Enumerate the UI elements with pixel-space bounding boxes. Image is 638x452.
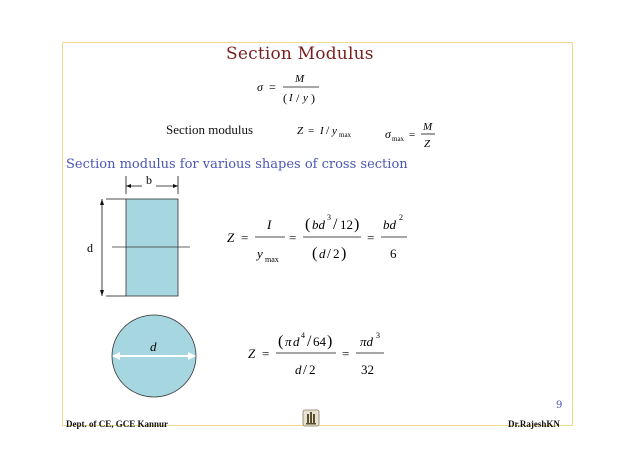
svg-text:): ) (354, 216, 360, 233)
svg-text:): ) (327, 333, 333, 350)
numerator-M: M (423, 121, 433, 133)
denominator-y: y (303, 92, 308, 104)
exponent-3: 3 (327, 213, 331, 222)
diameter-label: d (150, 339, 157, 354)
bd-term: bd (312, 217, 325, 232)
pi-d-term: πd (360, 334, 374, 349)
equals-sign: = (342, 346, 350, 361)
denominator-Z: Z (424, 138, 431, 150)
svg-text:/: / (326, 123, 330, 137)
equals-sign: = (241, 230, 249, 245)
exponent-4: 4 (301, 331, 305, 340)
svg-text:/: / (327, 247, 331, 262)
Z-symbol: Z (227, 230, 235, 245)
max-subscript: max (339, 131, 352, 139)
circle-formula (246, 328, 406, 384)
six: 6 (390, 246, 397, 261)
pi-symbol: π (285, 334, 292, 349)
denominator-I: I (289, 92, 293, 104)
svg-text:): ) (341, 245, 347, 262)
Z-symbol: Z (297, 125, 304, 137)
two: 2 (333, 246, 340, 261)
shapes-heading: Section modulus for various shapes of cross section (66, 157, 408, 172)
formula-sigma (255, 66, 325, 108)
equals-sign: = (262, 346, 270, 361)
equals-sign: = (289, 230, 297, 245)
rectangle-diagram (84, 172, 194, 300)
equals-sign: = (409, 129, 416, 141)
exponent-3: 3 (376, 331, 380, 340)
b-label: b (146, 173, 152, 187)
svg-text:(: ( (283, 91, 287, 105)
d-term: d (295, 362, 302, 377)
y-symbol: y (257, 246, 263, 261)
slide-title: Section Modulus (226, 44, 374, 64)
rectangle-section (126, 199, 178, 296)
I-symbol: I (320, 125, 324, 137)
svg-text:(: ( (305, 216, 311, 233)
section-modulus-label: Section modulus (166, 122, 254, 137)
formula-sigma-max (383, 114, 439, 154)
page-number: 9 (556, 400, 563, 411)
y-symbol: y (332, 125, 337, 137)
footer-author: Dr.RajeshKN (508, 419, 560, 429)
svg-text:/: / (296, 91, 300, 105)
sigma-symbol: σ (257, 80, 263, 94)
I-symbol: I (267, 217, 272, 232)
twelve: 12 (340, 217, 353, 232)
sixty-four: 64 (313, 334, 326, 349)
Z-symbol: Z (248, 346, 256, 361)
footer-dept: Dept. of CE, GCE Kannur (66, 419, 169, 429)
max-subscript: max (265, 255, 279, 264)
equals-sign: = (308, 125, 315, 137)
svg-text:): ) (311, 91, 315, 105)
max-subscript: max (392, 135, 405, 143)
svg-text:/: / (303, 363, 307, 378)
svg-text:/: / (333, 216, 338, 233)
d-term: d (293, 334, 300, 349)
equals-sign: = (269, 80, 276, 94)
formula-Z (295, 118, 361, 142)
svg-text:(: ( (278, 333, 284, 350)
svg-text:(: ( (312, 245, 318, 262)
exponent-2: 2 (399, 213, 403, 222)
thirty-two: 32 (361, 362, 374, 377)
rect-formula (225, 196, 425, 274)
college-emblem-icon (300, 407, 322, 429)
svg-text:/: / (307, 333, 312, 350)
circle-diagram (108, 312, 204, 398)
d-term: d (319, 246, 326, 261)
equals-sign: = (367, 230, 375, 245)
sigma-symbol: σ (385, 127, 391, 141)
d-label: d (87, 241, 93, 255)
bd-term: bd (383, 217, 396, 232)
two: 2 (309, 362, 316, 377)
numerator-M: M (295, 73, 305, 85)
